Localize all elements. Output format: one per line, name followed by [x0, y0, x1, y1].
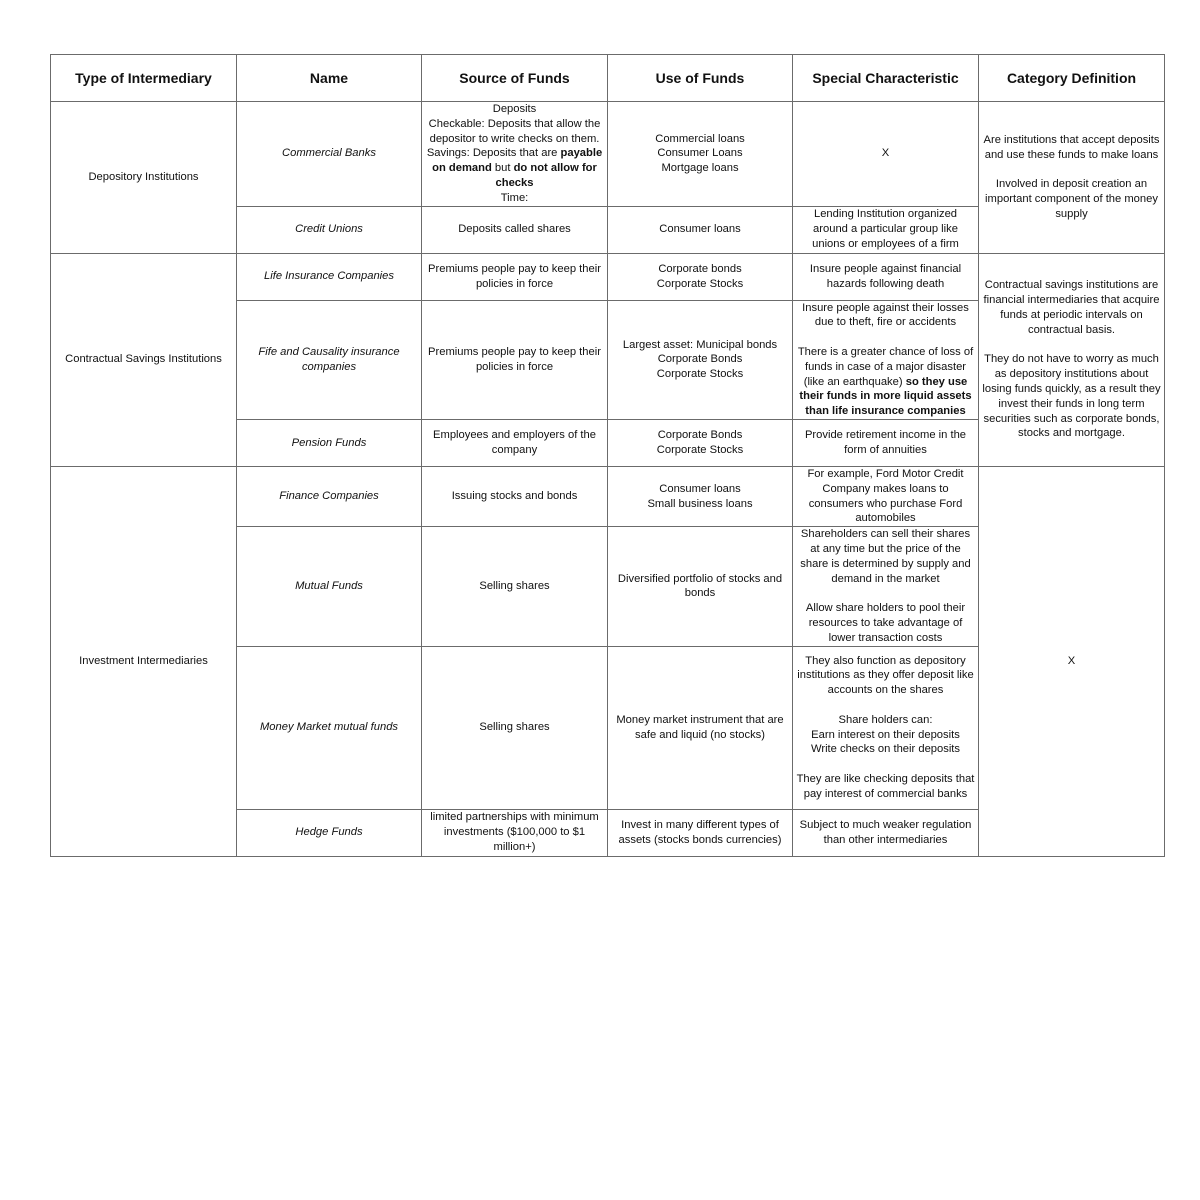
definition-investment: X — [979, 466, 1165, 856]
special-pension-funds: Provide retirement income in the form of annuities — [793, 419, 979, 466]
type-investment: Investment Intermediaries — [51, 466, 237, 856]
use-pension-funds: Corporate Bonds Corporate Stocks — [608, 419, 793, 466]
name-fire-casualty: Fife and Causality insurance companies — [237, 300, 422, 419]
source-finance-companies: Issuing stocks and bonds — [422, 466, 608, 526]
special-mutual-funds: Shareholders can sell their shares at any time but the price of the share is determined by supply and demand in the market Allow share holders to pool their resources to take advantage of lower transaction costs — [793, 527, 979, 646]
special-hedge-funds: Subject to much weaker regulation than other intermediaries — [793, 809, 979, 856]
header-row — [51, 55, 1165, 102]
use-money-market: Money market instrument that are safe and liquid (no stocks) — [608, 646, 793, 809]
name-money-market: Money Market mutual funds — [237, 646, 422, 809]
definition-contractual: Contractual savings institutions are financial intermediaries that acquire funds at periodic intervals on contractual basis. They do not have to worry as much as depository institutions about losing funds quickly, as a result they invest their funds in long term securities such as corporate bonds, stocks and mortgage. — [979, 253, 1165, 466]
name-life-insurance: Life Insurance Companies — [237, 253, 422, 300]
special-commercial-banks: X — [793, 102, 979, 207]
type-contractual: Contractual Savings Institutions — [51, 253, 237, 466]
header-type: Type of Intermediary — [51, 55, 237, 102]
table-row — [51, 466, 1165, 526]
source-commercial-banks: Deposits Checkable: Deposits that allow the depositor to write checks on them. Savings: Deposits that are payable on demand but do not allow for checks Time: — [422, 102, 608, 207]
use-hedge-funds: Invest in many different types of assets (stocks bonds currencies) — [608, 809, 793, 856]
header-source: Source of Funds — [422, 55, 608, 102]
special-finance-companies: For example, Ford Motor Credit Company makes loans to consumers who purchase Ford automobiles — [793, 466, 979, 526]
use-fire-casualty: Largest asset: Municipal bonds Corporate Bonds Corporate Stocks — [608, 300, 793, 419]
name-mutual-funds: Mutual Funds — [237, 527, 422, 646]
use-credit-unions: Consumer loans — [608, 206, 793, 253]
type-depository: Depository Institutions — [51, 102, 237, 254]
special-fire-casualty: Insure people against their losses due to theft, fire or accidents There is a greater chance of loss of funds in case of a major disaster (like an earthquake) so they use their funds in more liquid assets than life insurance companies — [793, 300, 979, 419]
special-life-insurance: Insure people against financial hazards following death — [793, 253, 979, 300]
table-row — [51, 253, 1165, 300]
header-use: Use of Funds — [608, 55, 793, 102]
table-row — [51, 102, 1165, 207]
use-life-insurance: Corporate bonds Corporate Stocks — [608, 253, 793, 300]
intermediaries-table — [50, 54, 1165, 857]
source-money-market: Selling shares — [422, 646, 608, 809]
source-pension-funds: Employees and employers of the company — [422, 419, 608, 466]
header-definition: Category Definition — [979, 55, 1165, 102]
use-commercial-banks: Commercial loans Consumer Loans Mortgage loans — [608, 102, 793, 207]
name-credit-unions: Credit Unions — [237, 206, 422, 253]
source-hedge-funds: limited partnerships with minimum investments ($100,000 to $1 million+) — [422, 809, 608, 856]
header-special: Special Characteristic — [793, 55, 979, 102]
source-life-insurance: Premiums people pay to keep their policies in force — [422, 253, 608, 300]
definition-depository: Are institutions that accept deposits and use these funds to make loans Involved in deposit creation an important component of the money supply — [979, 102, 1165, 254]
use-finance-companies: Consumer loans Small business loans — [608, 466, 793, 526]
name-finance-companies: Finance Companies — [237, 466, 422, 526]
name-commercial-banks: Commercial Banks — [237, 102, 422, 207]
special-credit-unions: Lending Institution organized around a particular group like unions or employees of a firm — [793, 206, 979, 253]
use-mutual-funds: Diversified portfolio of stocks and bonds — [608, 527, 793, 646]
name-hedge-funds: Hedge Funds — [237, 809, 422, 856]
header-name: Name — [237, 55, 422, 102]
name-pension-funds: Pension Funds — [237, 419, 422, 466]
source-credit-unions: Deposits called shares — [422, 206, 608, 253]
special-money-market: They also function as depository institutions as they offer deposit like accounts on the shares Share holders can: Earn interest on their deposits Write checks on their deposits They are like checking deposits that pay interest of commercial banks — [793, 646, 979, 809]
source-fire-casualty: Premiums people pay to keep their policies in force — [422, 300, 608, 419]
source-mutual-funds: Selling shares — [422, 527, 608, 646]
